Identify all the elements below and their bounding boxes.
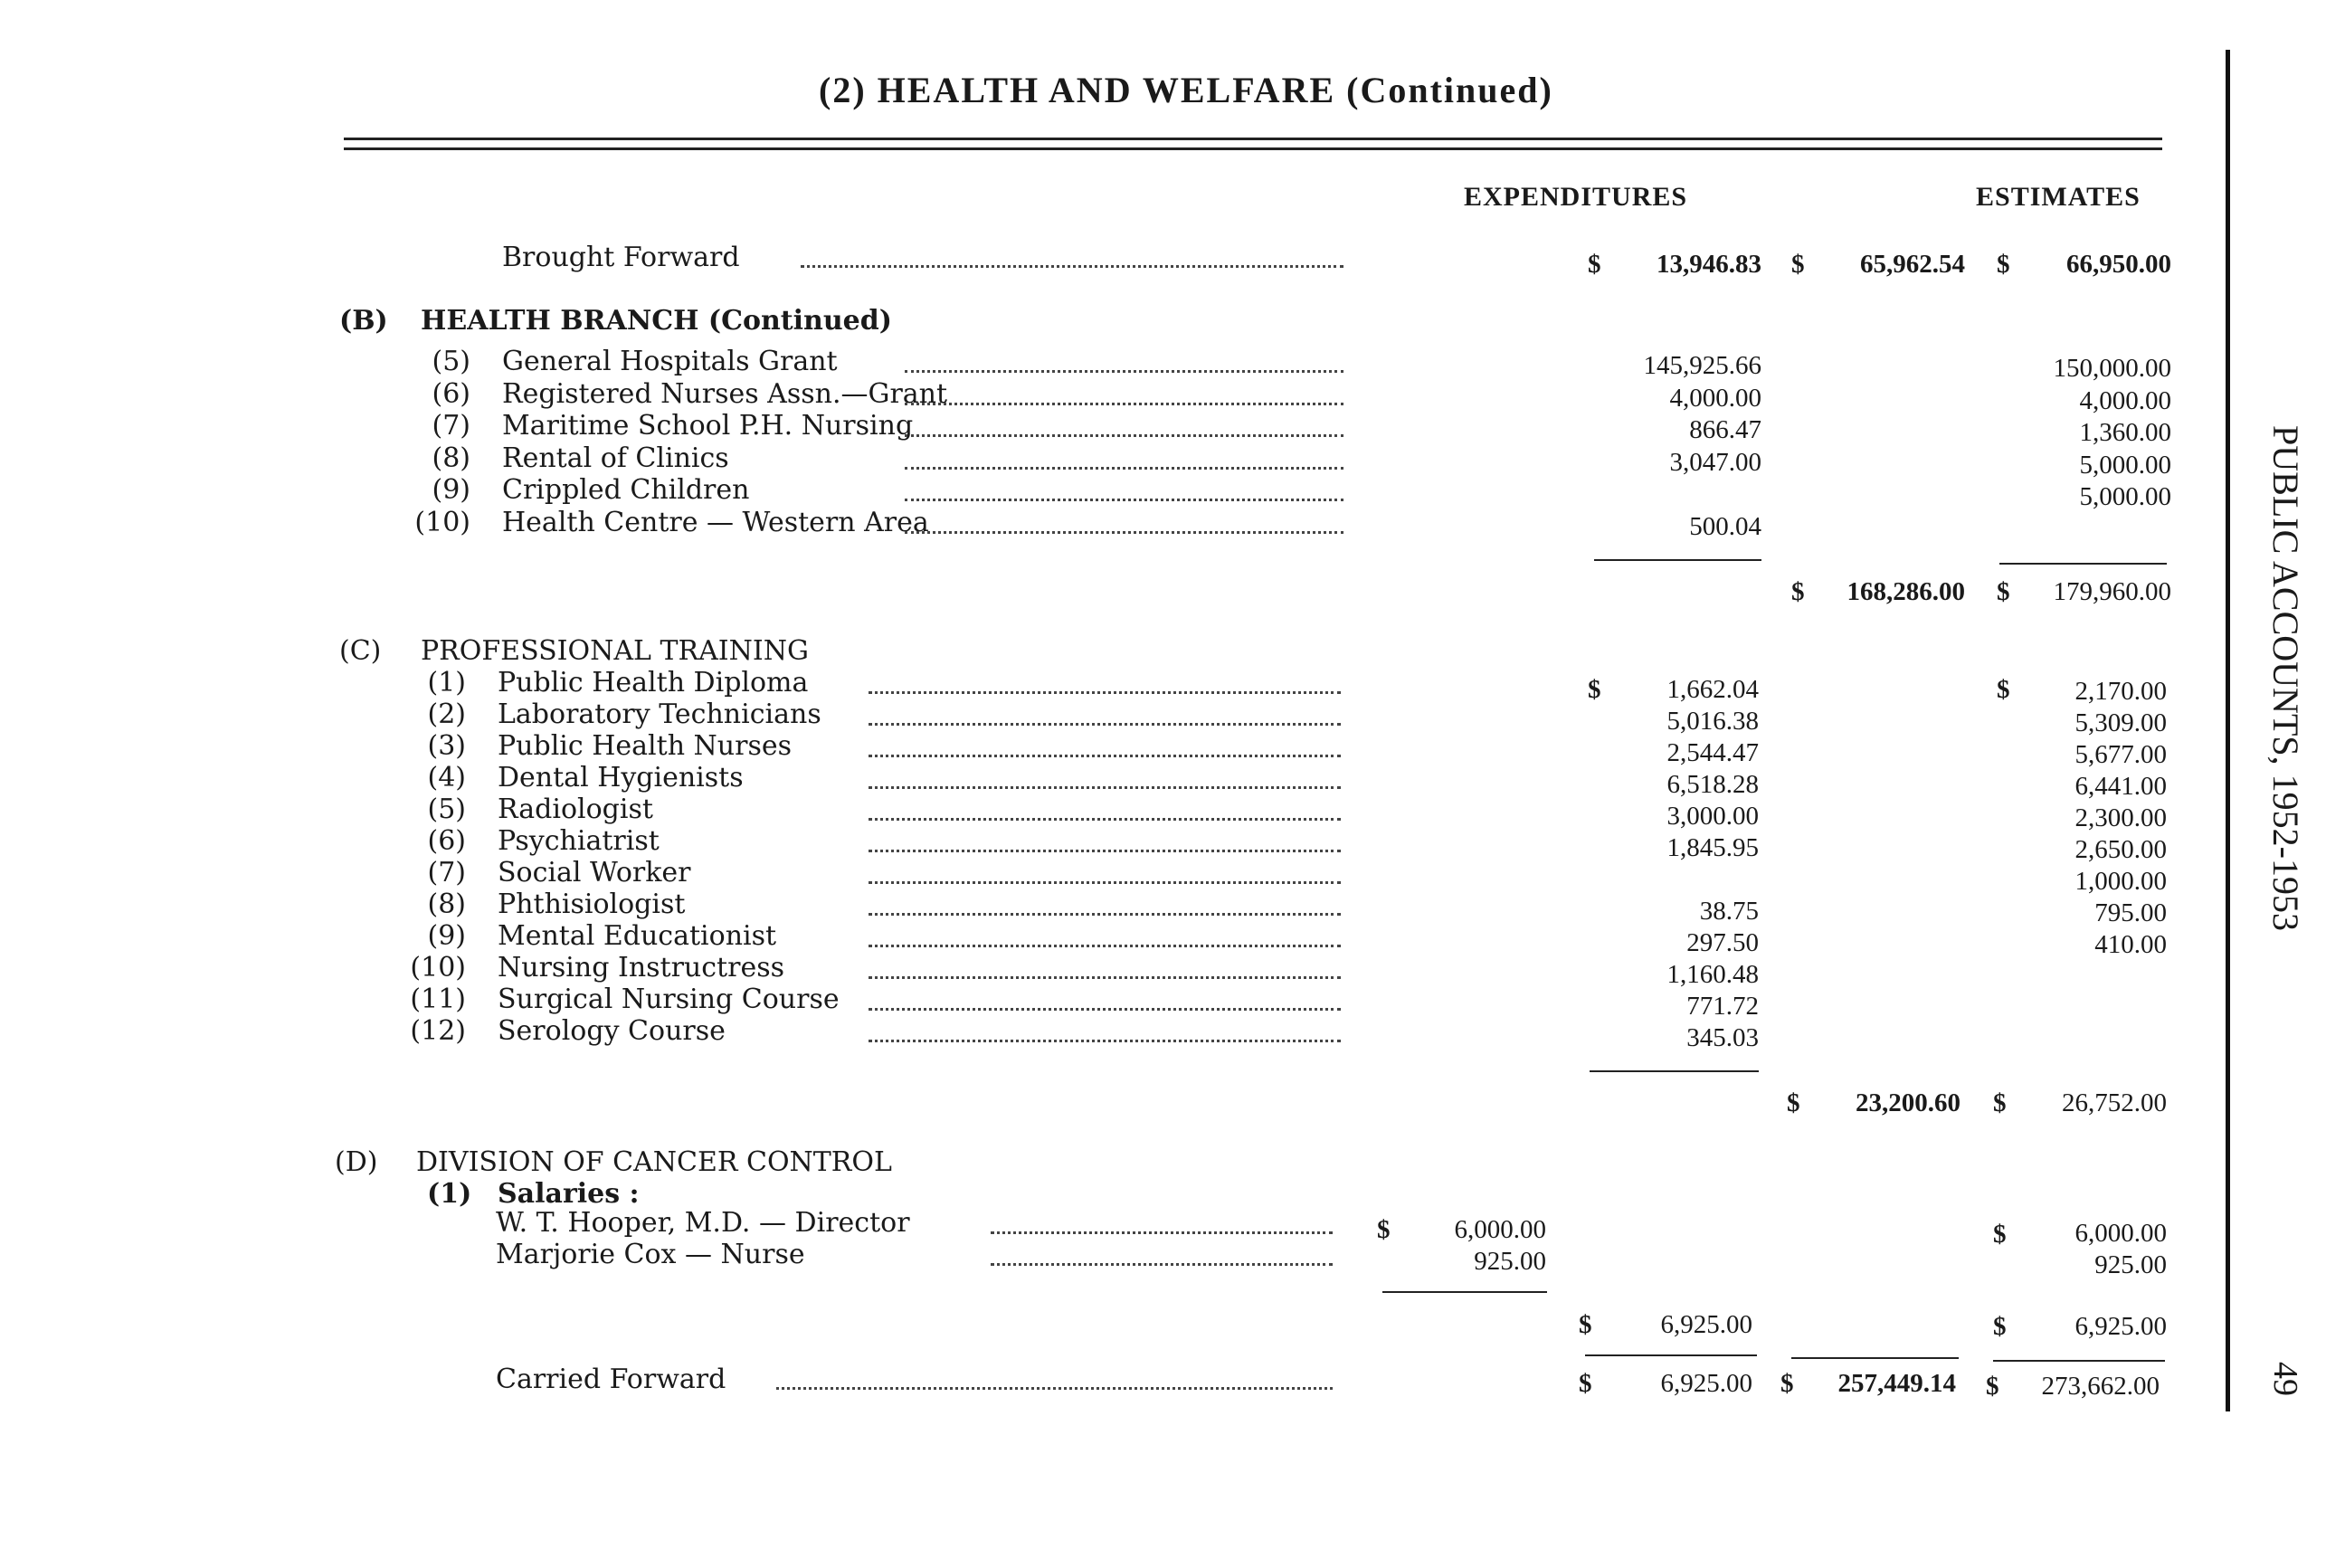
currency-symbol: $	[1993, 1312, 2007, 1341]
leader-dots	[869, 786, 1341, 789]
currency-symbol: $	[1791, 250, 1805, 279]
leader-dots	[905, 499, 1343, 501]
section-c-exp-rule	[1590, 1070, 1759, 1072]
section-d-subtotal-exp: 6,925.00	[1660, 1310, 1752, 1339]
item-est: 6,441.00	[2074, 772, 2167, 801]
leader-dots	[869, 850, 1341, 852]
item-est: 410.00	[2094, 930, 2167, 959]
item-label: Public Health Nurses	[498, 730, 793, 762]
currency-symbol: $	[1997, 577, 2010, 606]
item-est: 6,000.00	[2074, 1219, 2167, 1248]
item-exp: 5,016.38	[1666, 707, 1759, 736]
item-label: Dental Hygienists	[498, 762, 744, 794]
item-amt: 6,000.00	[1454, 1215, 1546, 1244]
leader-dots	[869, 945, 1341, 947]
section-c-title: PROFESSIONAL TRAINING	[421, 635, 809, 667]
item-number: (3)	[427, 730, 466, 762]
item-est: 2,650.00	[2074, 835, 2167, 864]
currency-symbol: $	[1780, 1369, 1794, 1398]
currency-symbol: $	[1588, 675, 1601, 704]
brought-forward-label: Brought Forward	[502, 242, 740, 273]
item-exp: 866.47	[1689, 415, 1761, 444]
item-label: Laboratory Technicians	[498, 698, 821, 730]
header-rule-bottom	[344, 147, 2162, 150]
item-exp: 6,518.28	[1666, 770, 1759, 799]
page-title: (2) HEALTH AND WELFARE (Continued)	[819, 70, 1553, 110]
item-est: 5,309.00	[2074, 708, 2167, 737]
header-estimates: ESTIMATES	[1976, 182, 2141, 212]
leader-dots	[869, 881, 1341, 884]
item-est: 795.00	[2094, 898, 2167, 927]
item-number: (11)	[410, 984, 466, 1015]
currency-symbol: $	[1377, 1215, 1391, 1244]
leader-dots	[905, 434, 1343, 437]
leader-dots	[776, 1387, 1333, 1390]
leader-dots	[869, 976, 1341, 979]
section-d-amt-rule	[1382, 1291, 1547, 1293]
item-label: Rental of Clinics	[502, 442, 729, 474]
item-exp: 500.04	[1689, 511, 1761, 541]
section-b-code: (B)	[339, 305, 388, 337]
currency-symbol: $	[1993, 1088, 2007, 1117]
item-est: 1,360.00	[2079, 418, 2171, 447]
leader-dots	[869, 723, 1341, 726]
item-est: 2,170.00	[2074, 677, 2167, 706]
item-label: Crippled Children	[502, 474, 750, 506]
item-label: Phthisiologist	[498, 889, 686, 920]
item-number: (6)	[427, 825, 466, 857]
item-est: 150,000.00	[2053, 354, 2171, 383]
item-number: (5)	[427, 794, 466, 825]
item-label: Radiologist	[498, 794, 653, 825]
currency-symbol: $	[1579, 1369, 1592, 1398]
carried-forward-c3: 257,449.14	[1837, 1369, 1956, 1398]
carried-rule-c2	[1585, 1354, 1757, 1356]
item-label: Registered Nurses Assn.—Grant	[502, 377, 948, 410]
item-exp: 1,662.04	[1666, 675, 1759, 704]
currency-symbol: $	[1997, 675, 2010, 704]
section-c-total-est: 26,752.00	[2062, 1088, 2167, 1117]
header-rule-top	[344, 138, 2162, 140]
item-label: Marjorie Cox — Nurse	[496, 1239, 805, 1270]
item-est: 5,677.00	[2074, 740, 2167, 769]
currency-symbol: $	[1986, 1372, 1999, 1401]
item-label: Serology Course	[498, 1015, 726, 1047]
brought-forward-c4: 66,950.00	[2066, 250, 2171, 279]
margin-rule	[2226, 50, 2230, 1411]
item-exp: 3,000.00	[1666, 802, 1759, 831]
carried-rule-c3	[1791, 1357, 1959, 1359]
leader-dots	[869, 818, 1341, 821]
item-number: (12)	[410, 1015, 466, 1047]
item-number: (9)	[432, 474, 470, 506]
section-c-total-exp: 23,200.60	[1856, 1088, 1960, 1117]
carried-forward-label: Carried Forward	[496, 1364, 726, 1395]
item-est: 925.00	[2094, 1250, 2167, 1279]
carried-forward-c2: 6,925.00	[1660, 1369, 1752, 1398]
item-label: Maritime School P.H. Nursing	[502, 410, 914, 442]
leader-dots	[905, 467, 1343, 470]
item-amt: 925.00	[1474, 1247, 1546, 1276]
leader-dots	[905, 370, 1343, 373]
leader-dots	[905, 403, 1343, 405]
item-est: 5,000.00	[2079, 450, 2171, 480]
item-label: Mental Educationist	[498, 920, 777, 952]
item-exp: 3,047.00	[1669, 447, 1761, 477]
section-d-sub-title: Salaries :	[498, 1178, 640, 1210]
leader-dots	[991, 1263, 1333, 1266]
item-number: (10)	[414, 506, 470, 538]
item-exp: 38.75	[1699, 897, 1759, 926]
page-number: 49	[2266, 1362, 2304, 1396]
item-number: (5)	[432, 346, 470, 377]
section-d-sub-num: (1)	[427, 1178, 472, 1210]
carried-forward-c4: 273,662.00	[2041, 1372, 2160, 1401]
item-label: Nursing Instructress	[498, 952, 784, 984]
item-exp: 2,544.47	[1666, 738, 1759, 767]
currency-symbol: $	[1791, 577, 1805, 606]
item-exp: 145,925.66	[1643, 351, 1761, 380]
leader-dots	[869, 1008, 1341, 1011]
item-exp: 297.50	[1686, 928, 1759, 957]
section-b-title: HEALTH BRANCH (Continued)	[421, 305, 892, 337]
item-label: Public Health Diploma	[498, 667, 809, 698]
item-exp: 1,845.95	[1666, 833, 1759, 862]
leader-dots	[869, 755, 1341, 757]
section-c-code: (C)	[339, 635, 382, 667]
leader-dots	[869, 691, 1341, 694]
section-b-total-exp: 168,286.00	[1847, 577, 1965, 606]
header-expenditures: EXPENDITURES	[1464, 182, 1688, 212]
item-est: 2,300.00	[2074, 803, 2167, 832]
item-label: Health Centre — Western Area	[502, 506, 929, 538]
item-number: (7)	[427, 857, 466, 889]
leader-dots	[869, 1040, 1341, 1042]
item-label: Surgical Nursing Course	[498, 984, 840, 1015]
item-number: (8)	[432, 442, 470, 474]
item-label: Psychiatrist	[498, 825, 660, 857]
item-exp: 345.03	[1686, 1023, 1759, 1052]
leader-dots	[869, 913, 1341, 916]
leader-dots	[801, 265, 1343, 268]
item-est: 5,000.00	[2079, 482, 2171, 511]
side-running-title: PUBLIC ACCOUNTS, 1952-1953	[2265, 425, 2306, 931]
item-number: (8)	[427, 889, 466, 920]
item-label: W. T. Hooper, M.D. — Director	[496, 1207, 910, 1239]
section-d-subtotal-est: 6,925.00	[2074, 1312, 2167, 1341]
currency-symbol: $	[1993, 1220, 2007, 1249]
item-number: (2)	[427, 698, 466, 730]
currency-symbol: $	[1579, 1310, 1592, 1339]
section-d-title: DIVISION OF CANCER CONTROL	[416, 1146, 892, 1178]
brought-forward-c2: 13,946.83	[1657, 250, 1761, 279]
item-est: 1,000.00	[2074, 867, 2167, 896]
item-number: (7)	[432, 410, 470, 442]
item-number: (6)	[432, 377, 470, 410]
item-label: General Hospitals Grant	[502, 346, 838, 377]
brought-forward-c3: 65,962.54	[1860, 250, 1965, 279]
section-b-est-rule	[1999, 563, 2167, 565]
leader-dots	[991, 1231, 1333, 1234]
section-b-exp-rule	[1594, 559, 1761, 561]
item-label: Social Worker	[498, 857, 691, 889]
currency-symbol: $	[1588, 250, 1601, 279]
item-exp: 771.72	[1686, 992, 1759, 1021]
currency-symbol: $	[1997, 250, 2010, 279]
carried-rule-c4	[1993, 1360, 2165, 1362]
currency-symbol: $	[1787, 1088, 1800, 1117]
item-est: 4,000.00	[2079, 385, 2171, 415]
item-number: (10)	[410, 952, 466, 984]
item-exp: 4,000.00	[1669, 383, 1761, 413]
item-number: (1)	[427, 667, 466, 698]
item-number: (4)	[427, 762, 466, 794]
section-d-code: (D)	[335, 1146, 378, 1178]
item-number: (9)	[427, 920, 466, 952]
section-b-total-est: 179,960.00	[2053, 577, 2171, 606]
item-exp: 1,160.48	[1666, 960, 1759, 989]
leader-dots	[905, 531, 1343, 534]
